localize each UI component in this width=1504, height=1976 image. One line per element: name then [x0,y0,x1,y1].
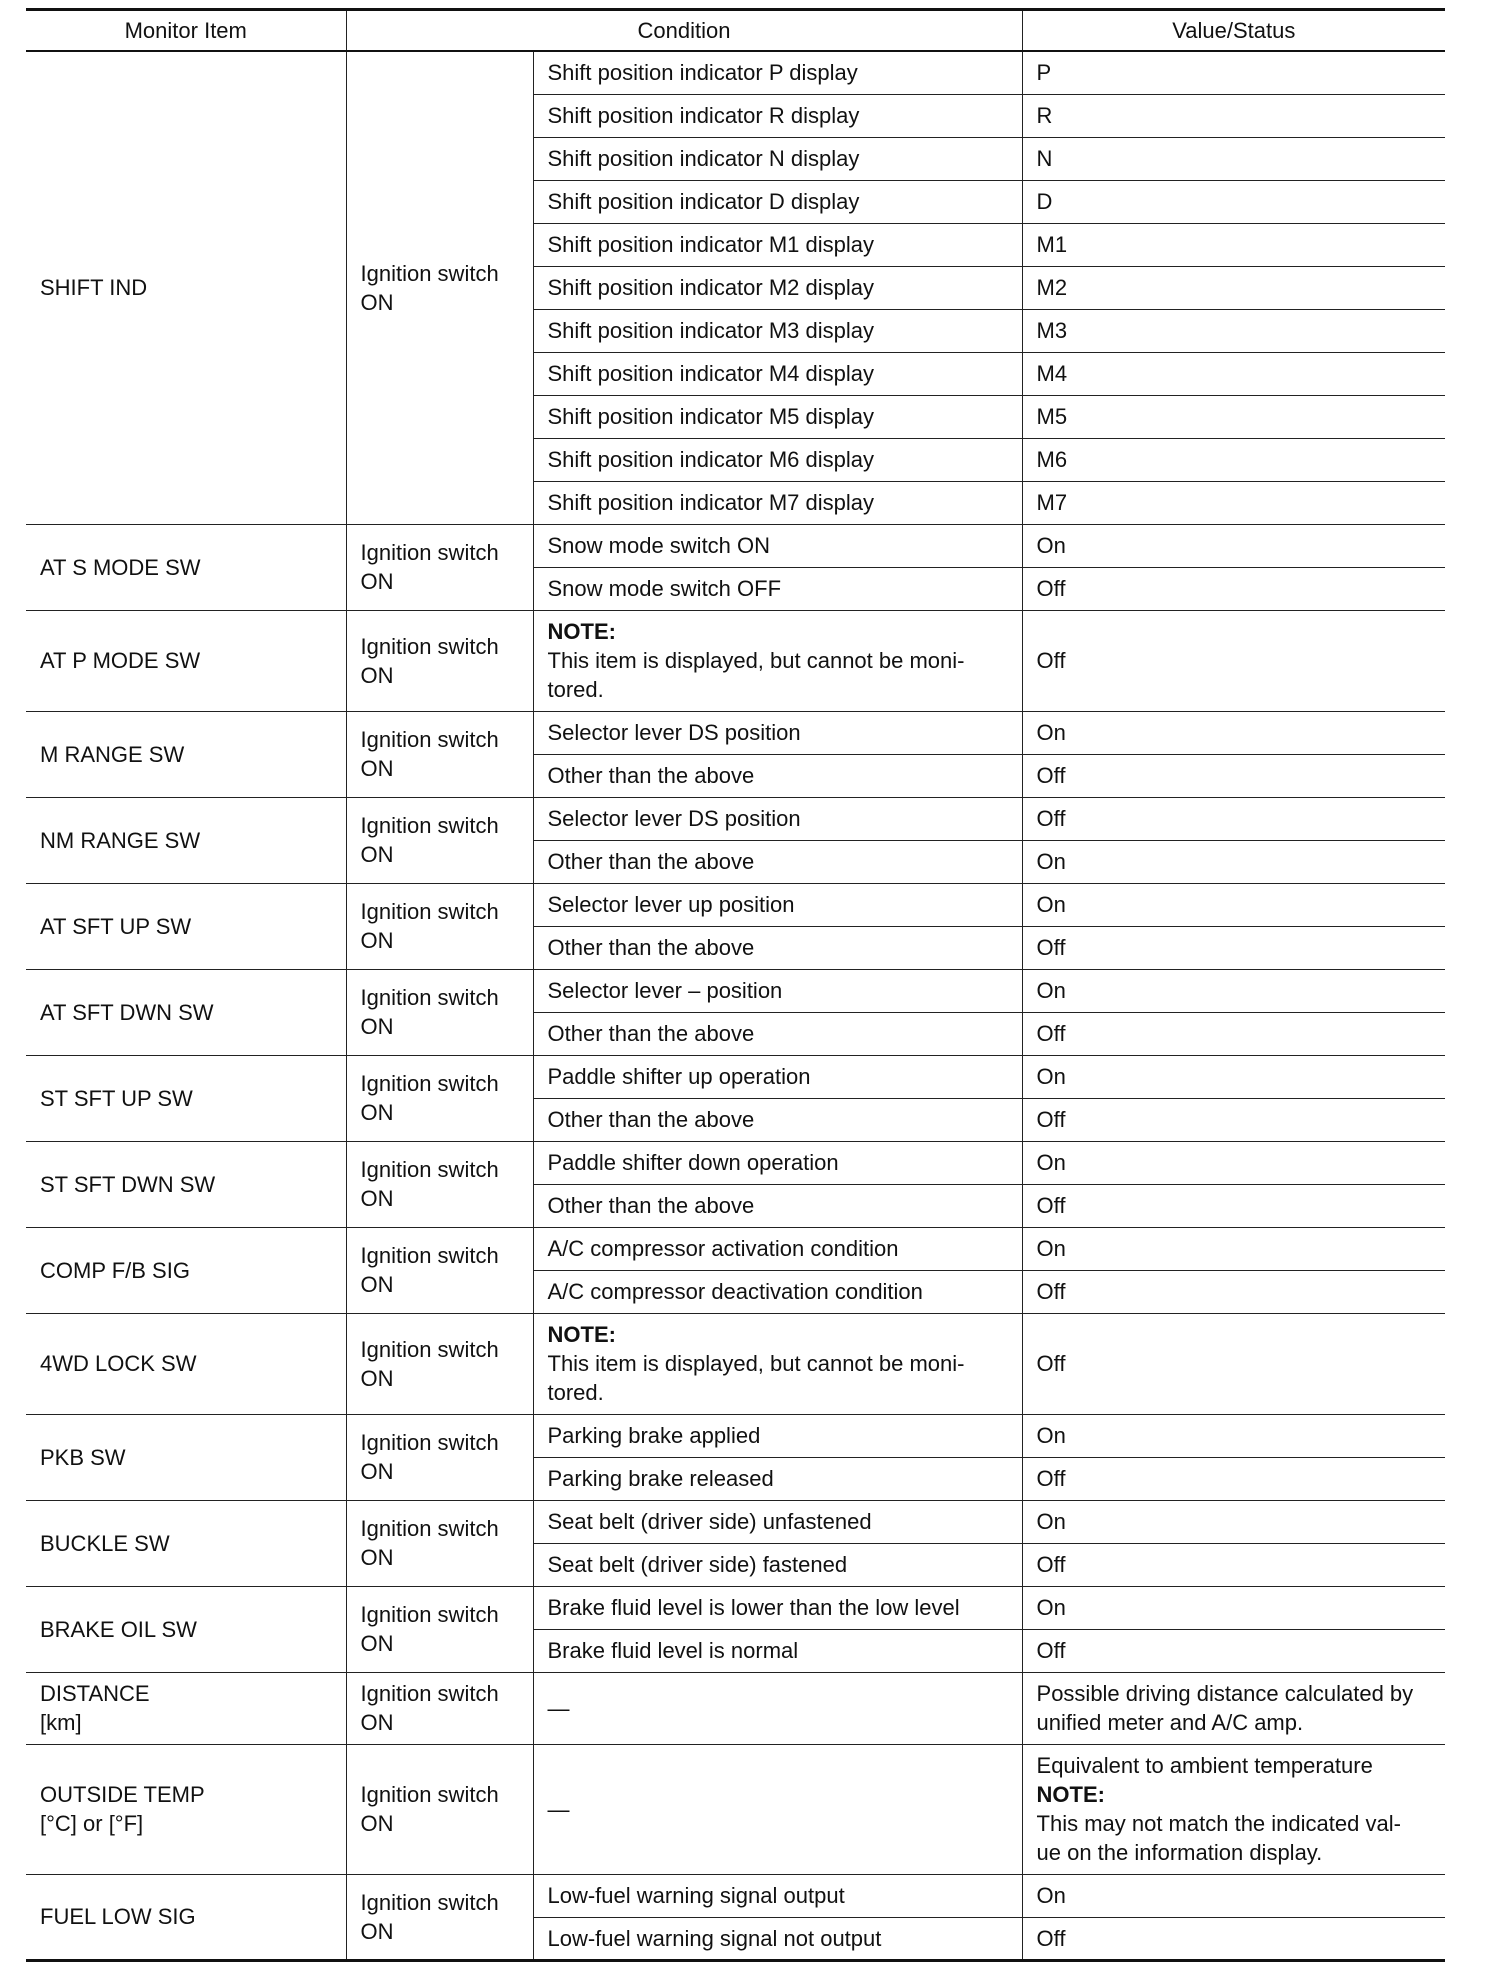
monitor-item: PKB SW [26,1414,346,1500]
value-cell: D [1022,180,1445,223]
value-line2: unified meter and A/C amp. [1036,1710,1304,1735]
monitor-item [26,1672,346,1744]
header-value-status: Value/Status [1022,10,1445,52]
value-cell: R [1022,94,1445,137]
value-cell: On [1022,1227,1445,1270]
monitor-item-table-page [26,8,1445,1962]
ignition-line2: ON [360,289,394,315]
ignition-line1: Ignition switch [360,1516,499,1541]
monitor-item: ST SFT UP SW [26,1055,346,1141]
condition-dash: — [533,1744,1022,1874]
condition-cell: Shift position indicator M2 display [533,266,1022,309]
monitor-item: AT SFT DWN SW [26,969,346,1055]
ignition-line1: Ignition switch [360,1602,499,1627]
table-header-row [26,10,1445,52]
header-condition: Condition [346,10,1022,52]
value-cell: Off [1022,567,1445,610]
value-cell: On [1022,711,1445,754]
monitor-item: FUEL LOW SIG [26,1874,346,1960]
table-row [26,1586,1445,1629]
value-text-cell [1022,1672,1445,1744]
value-cell: Off [1022,1313,1445,1414]
table-row [26,1055,1445,1098]
table-row [26,610,1445,711]
table-row [26,1141,1445,1184]
condition-cell: Low-fuel warning signal output [533,1874,1022,1917]
ignition-condition [346,1227,533,1313]
condition-dash: — [533,1672,1022,1744]
value-cell: On [1022,883,1445,926]
monitor-item: BRAKE OIL SW [26,1586,346,1672]
ignition-condition [346,1672,533,1744]
table-row [26,883,1445,926]
ignition-line2: ON [360,1631,394,1656]
monitor-item: M RANGE SW [26,711,346,797]
ignition-line1: Ignition switch [360,540,499,565]
value-cell: Off [1022,1270,1445,1313]
value-cell: Off [1022,610,1445,711]
ignition-line2: ON [360,569,394,594]
condition-cell: Paddle shifter down operation [533,1141,1022,1184]
value-cell: Off [1022,1098,1445,1141]
table-row [26,51,1445,94]
monitor-item: NM RANGE SW [26,797,346,883]
value-line1: Possible driving distance calculated by [1036,1681,1414,1706]
condition-cell: Shift position indicator R display [533,94,1022,137]
ignition-line2: ON [360,756,394,781]
value-line2: This may not match the indicated val- [1036,1811,1401,1836]
ignition-line2: ON [360,928,394,953]
value-cell: Off [1022,797,1445,840]
value-cell: Off [1022,1184,1445,1227]
monitor-item: AT S MODE SW [26,524,346,610]
condition-cell: Snow mode switch ON [533,524,1022,567]
value-cell: M6 [1022,438,1445,481]
ignition-condition [346,883,533,969]
value-cell: On [1022,524,1445,567]
ignition-line2: ON [360,1014,394,1039]
value-cell: On [1022,840,1445,883]
ignition-line1: Ignition switch [360,260,499,286]
ignition-line1: Ignition switch [360,1430,499,1455]
condition-cell: Parking brake released [533,1457,1022,1500]
ignition-line2: ON [360,1272,394,1297]
condition-cell: Selector lever DS position [533,797,1022,840]
ignition-condition [346,1874,533,1960]
value-cell: Off [1022,1917,1445,1960]
monitor-item: AT SFT UP SW [26,883,346,969]
note-label: NOTE: [547,619,616,644]
table-row [26,1227,1445,1270]
ignition-line2: ON [360,842,394,867]
ignition-condition [346,1141,533,1227]
condition-cell: Other than the above [533,1098,1022,1141]
note-text-line2: tored. [547,1380,604,1405]
monitor-item-line2: [km] [40,1710,82,1735]
ignition-line2: ON [360,662,394,688]
value-line1: Equivalent to ambient temperature [1036,1753,1373,1778]
ignition-condition [346,969,533,1055]
ignition-condition [346,797,533,883]
condition-cell: Shift position indicator M5 display [533,395,1022,438]
ignition-line1: Ignition switch [360,1071,499,1096]
value-cell: P [1022,51,1445,94]
table-row [26,524,1445,567]
value-cell: Off [1022,926,1445,969]
value-cell: On [1022,969,1445,1012]
value-cell: Off [1022,1457,1445,1500]
table-row [26,1414,1445,1457]
value-cell: Off [1022,1629,1445,1672]
ignition-condition [346,1500,533,1586]
ignition-condition [346,1055,533,1141]
condition-cell: A/C compressor deactivation condition [533,1270,1022,1313]
condition-cell: Parking brake applied [533,1414,1022,1457]
table-row [26,797,1445,840]
condition-cell: Shift position indicator M4 display [533,352,1022,395]
value-cell: M5 [1022,395,1445,438]
condition-cell: Other than the above [533,840,1022,883]
value-cell: Off [1022,1012,1445,1055]
condition-cell: Other than the above [533,754,1022,797]
value-cell: M7 [1022,481,1445,524]
ignition-line1: Ignition switch [360,727,499,752]
value-cell: N [1022,137,1445,180]
ignition-line1: Ignition switch [360,1782,499,1807]
ignition-line2: ON [360,1459,394,1484]
value-line3: ue on the information display. [1036,1840,1323,1865]
table-row [26,969,1445,1012]
monitor-item: AT P MODE SW [26,610,346,711]
monitor-item-line1: DISTANCE [40,1681,150,1706]
value-cell: Off [1022,754,1445,797]
monitor-item: SHIFT IND [26,51,346,524]
ignition-condition [346,610,533,711]
value-cell: M1 [1022,223,1445,266]
note-condition-cell [533,610,1022,711]
ignition-condition [346,1744,533,1874]
value-cell: On [1022,1874,1445,1917]
condition-cell: Selector lever up position [533,883,1022,926]
condition-cell: Snow mode switch OFF [533,567,1022,610]
note-text-line2: tored. [547,677,604,702]
ignition-line1: Ignition switch [360,1243,499,1268]
table-row [26,1744,1445,1874]
condition-cell: Shift position indicator N display [533,137,1022,180]
ignition-condition [346,711,533,797]
condition-cell: Shift position indicator M1 display [533,223,1022,266]
ignition-line2: ON [360,1365,394,1391]
monitor-item [26,1744,346,1874]
ignition-line1: Ignition switch [360,899,499,924]
condition-cell: Other than the above [533,926,1022,969]
ignition-line2: ON [360,1545,394,1570]
condition-cell: Brake fluid level is normal [533,1629,1022,1672]
condition-cell: Shift position indicator M3 display [533,309,1022,352]
value-cell: On [1022,1055,1445,1098]
condition-cell: Other than the above [533,1184,1022,1227]
ignition-line1: Ignition switch [360,813,499,838]
value-cell: M3 [1022,309,1445,352]
condition-cell: A/C compressor activation condition [533,1227,1022,1270]
ignition-condition [346,524,533,610]
ignition-condition [346,1586,533,1672]
monitor-item: 4WD LOCK SW [26,1313,346,1414]
ignition-line1: Ignition switch [360,633,499,659]
condition-cell: Brake fluid level is lower than the low level [533,1586,1022,1629]
ignition-condition [346,51,533,524]
ignition-condition [346,1414,533,1500]
ignition-line2: ON [360,1710,394,1735]
condition-cell: Shift position indicator M7 display [533,481,1022,524]
note-label: NOTE: [1036,1782,1105,1807]
ignition-line1: Ignition switch [360,1889,499,1915]
value-cell: On [1022,1586,1445,1629]
condition-cell: Shift position indicator P display [533,51,1022,94]
note-text-line1: This item is displayed, but cannot be moni- [547,1351,965,1376]
ignition-line2: ON [360,1811,394,1836]
condition-cell: Low-fuel warning signal not output [533,1917,1022,1960]
condition-cell: Selector lever DS position [533,711,1022,754]
value-cell: M2 [1022,266,1445,309]
value-cell: On [1022,1500,1445,1543]
value-text-cell [1022,1744,1445,1874]
condition-cell: Seat belt (driver side) fastened [533,1543,1022,1586]
value-cell: M4 [1022,352,1445,395]
monitor-item: BUCKLE SW [26,1500,346,1586]
value-cell: On [1022,1414,1445,1457]
ignition-line1: Ignition switch [360,1336,499,1362]
table-row [26,1500,1445,1543]
condition-cell: Paddle shifter up operation [533,1055,1022,1098]
condition-cell: Selector lever – position [533,969,1022,1012]
value-cell: On [1022,1141,1445,1184]
ignition-line2: ON [360,1186,394,1211]
ignition-line2: ON [360,1918,394,1944]
note-condition-cell [533,1313,1022,1414]
value-cell: Off [1022,1543,1445,1586]
note-text-line1: This item is displayed, but cannot be moni- [547,648,965,673]
table-row [26,1672,1445,1744]
monitor-item-line1: OUTSIDE TEMP [40,1782,205,1807]
monitor-item-line2: [°C] or [°F] [40,1811,144,1836]
ignition-line2: ON [360,1100,394,1125]
note-label: NOTE: [547,1322,616,1347]
condition-cell: Shift position indicator D display [533,180,1022,223]
ignition-line1: Ignition switch [360,985,499,1010]
table-row [26,711,1445,754]
header-monitor-item: Monitor Item [26,10,346,52]
monitor-item-table [26,8,1445,1962]
table-row [26,1874,1445,1917]
table-row [26,1313,1445,1414]
condition-cell: Other than the above [533,1012,1022,1055]
ignition-line1: Ignition switch [360,1157,499,1182]
ignition-condition [346,1313,533,1414]
ignition-line1: Ignition switch [360,1681,499,1706]
condition-cell: Shift position indicator M6 display [533,438,1022,481]
monitor-item: COMP F/B SIG [26,1227,346,1313]
monitor-item: ST SFT DWN SW [26,1141,346,1227]
condition-cell: Seat belt (driver side) unfastened [533,1500,1022,1543]
